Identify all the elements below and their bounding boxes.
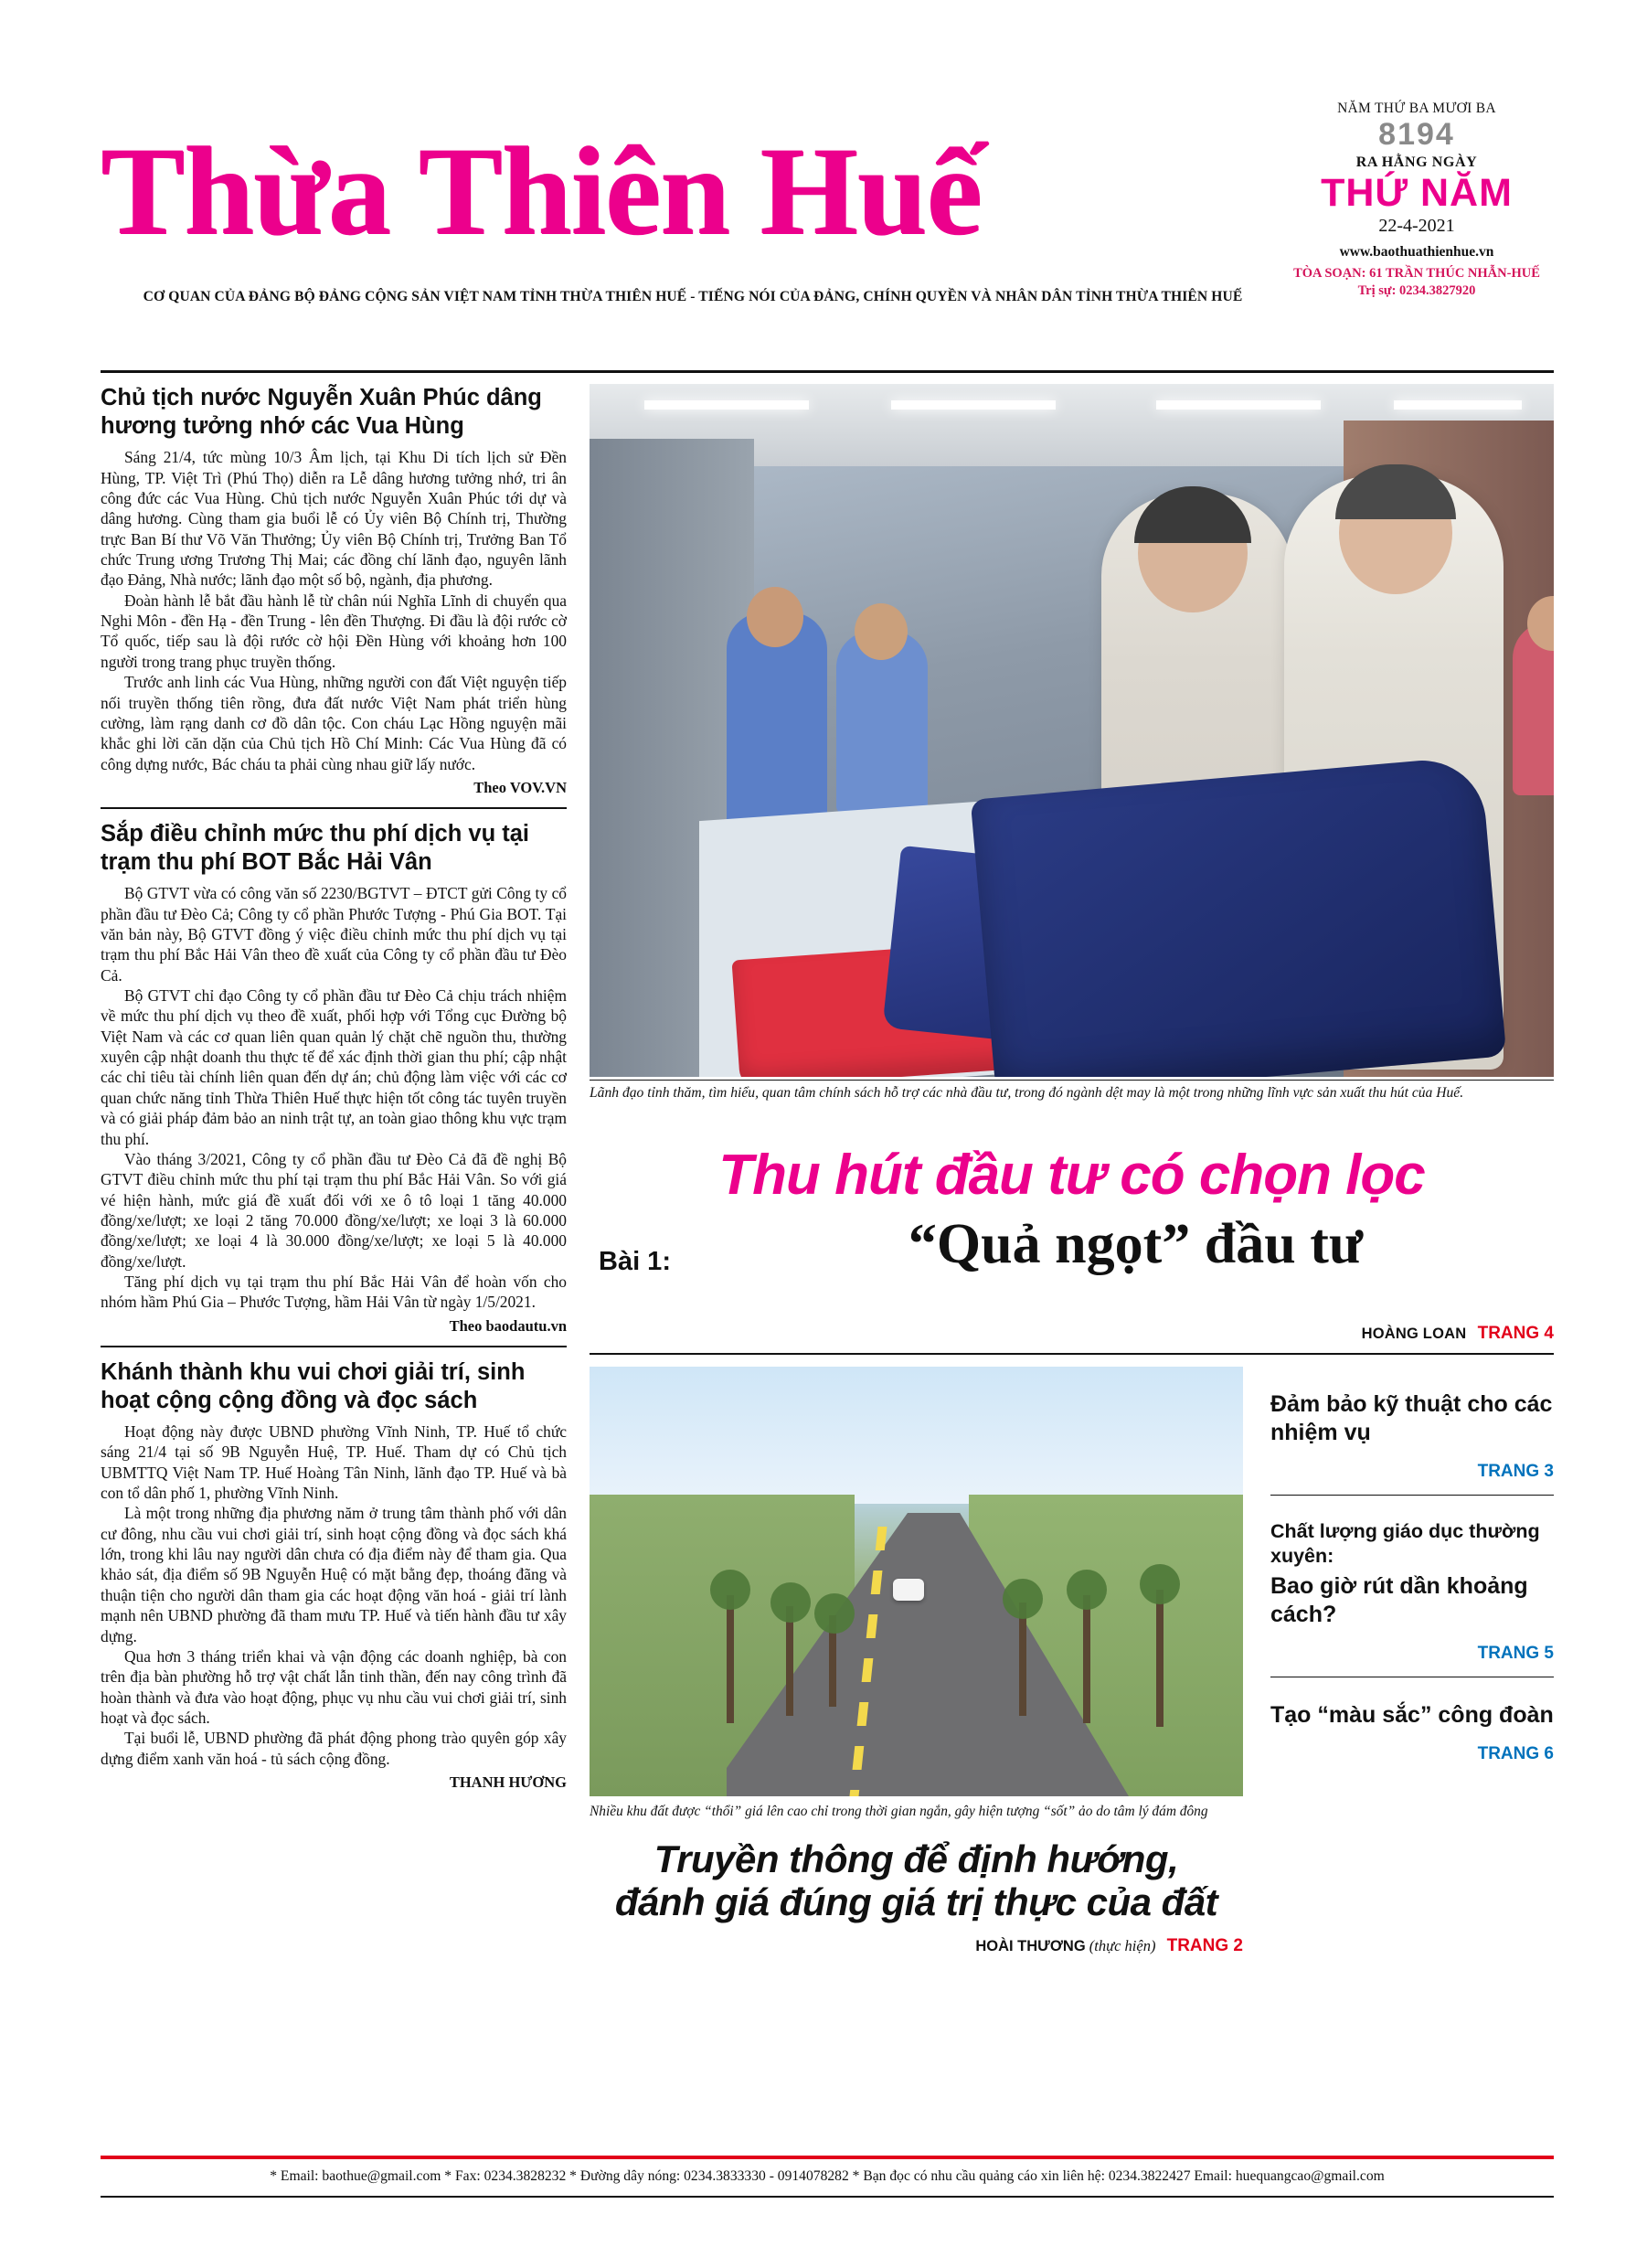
article3-body (101, 1421, 567, 1769)
article1-para-2: Đoàn hành lễ bắt đầu hành lễ từ chân núi Nghĩa Lĩnh di chuyển qua Nghi Môn - đền Hạ - đền Trung - lên đền Thượng. Đi đầu là đội rước cờ Tổ quốc, tiếp sau là đội rước cờ hội Đền Hùng với khoảng hơn 100 người trong trang phục truyền thống. (101, 591, 567, 671)
mid-story-title-line1: Truyền thông để định hướng, (653, 1837, 1179, 1880)
mid-divider (590, 1353, 1554, 1355)
article3-byline: THANH HƯƠNG (449, 1773, 567, 1792)
article2-para-3: Vào tháng 3/2021, Công ty cổ phần đầu tư Đèo Cả đã đề nghị Bộ GTVT điều chỉnh mức thu phí tại trạm thu phí Bắc Hải Vân. So với giá vé hiện hành, mức giá đề xuất đối với xe ô tô loại 1 tăng 40.000 đồng/xe/lượt; xe loại 2 tăng 70.000 đồng/xe/lượt; xe loại 3 là 60.000 đồng/xe/lượt; xe loại 4 là 30.000 đồng/xe/lượt; xe loại 5 là 40.000 đồng/xe/lượt. (101, 1149, 567, 1271)
office-phone: Trị sự: 0234.3827920 (1357, 282, 1476, 298)
teaser-item-2[interactable] (1270, 1496, 1554, 1664)
road-photo-tree-crown (1067, 1570, 1107, 1610)
caption-divider (590, 1080, 1554, 1081)
masthead-divider (101, 370, 1554, 373)
article1-byline: Theo VOV.VN (473, 778, 567, 796)
road-photo-tree-crown (814, 1593, 855, 1634)
main-story-big-title[interactable]: Thu hút đầu tư có chọn lọc (718, 1144, 1425, 1207)
article1-body (101, 447, 567, 774)
main-photo-garment-factory (590, 384, 1554, 1077)
road-photo-car (893, 1579, 924, 1601)
road-photo-tree-crown (1003, 1579, 1043, 1619)
photo-official-1-hair (1134, 486, 1251, 543)
teaser-item-1[interactable] (1270, 1367, 1554, 1482)
mid-story-credit (590, 1936, 1243, 1956)
article2-body (101, 883, 567, 1313)
mid-story-title-line2: đánh giá đúng giá trị thực của đất (614, 1879, 1218, 1923)
main-story-part-row (590, 1213, 1554, 1298)
article3-headline[interactable]: Khánh thành khu vui chơi giải trí, sinh hoạt cộng cộng đồng và đọc sách (101, 1358, 526, 1413)
road-photo (590, 1367, 1243, 1796)
article-bot-bac-hai-van[interactable] (101, 820, 567, 1336)
footer-rule-black (101, 2196, 1554, 2198)
teaser-1-page-ref[interactable]: TRANG 3 (1477, 1462, 1554, 1481)
mid-story-page-ref[interactable]: TRANG 2 (1166, 1935, 1243, 1955)
photo-worker-2-head (855, 603, 908, 660)
road-photo-tree-trunk (786, 1606, 793, 1716)
teaser-2-kicker: Chất lượng giáo dục thường xuyên: (1270, 1520, 1540, 1567)
left-column (101, 384, 567, 1792)
office-address: TÒA SOẠN: 61 TRẦN THÚC NHẪN-HUẾ (1293, 265, 1540, 281)
article2-para-4: Tăng phí dịch vụ tại trạm thu phí Bắc Hải Vân để hoàn vốn cho nhóm hầm Phú Gia – Phước Tượng, hầm Hải Vân từ ngày 1/5/2021. (101, 1272, 567, 1312)
road-photo-tree-crown (1140, 1564, 1180, 1604)
masthead-info-block (1280, 88, 1554, 299)
article-khanh-thanh-khu-vui-choi[interactable] (101, 1358, 567, 1792)
year-line: NĂM THỨ BA MƯƠI BA (1337, 101, 1496, 116)
left-divider-1 (101, 807, 567, 809)
photo-blue-garment (971, 755, 1507, 1077)
road-photo-tree-crown (710, 1570, 750, 1610)
teaser-3-title[interactable]: Tạo “màu sắc” công đoàn (1270, 1702, 1554, 1729)
main-story-part-label: Bài 1: (599, 1247, 671, 1276)
masthead (101, 88, 1554, 362)
main-story-credit (590, 1324, 1554, 1344)
weekday-label: THỨ NĂM (1321, 170, 1513, 215)
road-photo-tree-trunk (1083, 1595, 1090, 1723)
article-nguyen-xuan-phuc[interactable] (101, 384, 567, 797)
road-photo-tree-trunk (1156, 1590, 1164, 1727)
frequency-label: RA HẰNG NGÀY (1355, 154, 1478, 170)
issue-number: 8194 (1378, 117, 1455, 152)
issue-date: 22-4-2021 (1378, 215, 1455, 236)
article2-para-1: Bộ GTVT vừa có công văn số 2230/BGTVT – ĐTCT gửi Công ty cổ phần đầu tư Đèo Cả; Công ty cổ phần Phước Tượng - Phú Gia BOT. Tại văn bản này, Bộ GTVT đồng ý việc điều chỉnh mức thu phí dịch vụ tại trạm thu phí Bắc Hải Vân theo đề xuất của Công ty cổ phần đầu tư Đèo Cả. (101, 884, 567, 985)
teaser-2-page-ref[interactable]: TRANG 5 (1477, 1644, 1554, 1664)
article2-headline[interactable]: Sắp điều chỉnh mức thu phí dịch vụ tại trạm thu phí BOT Bắc Hải Vân (101, 820, 529, 876)
mid-story-title[interactable] (590, 1837, 1243, 1923)
road-photo-sky (590, 1367, 1243, 1504)
article2-byline: Theo baodautu.vn (449, 1316, 567, 1335)
footer-rule-red (101, 2156, 1554, 2159)
article3-para-3: Qua hơn 3 tháng triển khai và vận động các doanh nghiệp, bà con trên địa bàn phường hỗ trợ vật chất lẫn tinh thần, đến nay công trình đã hoàn thành và đưa vào hoạt động, phục vụ nhu cầu vui chơi giải trí, sinh hoạt và đọc sách. (101, 1646, 567, 1727)
main-story-page-ref[interactable]: TRANG 4 (1477, 1324, 1554, 1343)
photo-worker-1-head (747, 587, 803, 647)
teaser-1-title[interactable]: Đảm bảo kỹ thuật cho các nhiệm vụ (1270, 1391, 1553, 1445)
teaser-2-title[interactable]: Bao giờ rút dần khoảng cách? (1270, 1573, 1528, 1628)
teaser-item-3[interactable] (1270, 1677, 1554, 1764)
middle-column (590, 1367, 1243, 1956)
footer-contact-line: * Email: baothue@gmail.com * Fax: 0234.3828232 * Đường dây nóng: 0234.3833330 - 0914078282 * Bạn đọc có nhu cầu quảng cáo xin liên hệ: 0234.3822427 Email: huequangcao@gmail.com (270, 2168, 1385, 2184)
road-photo-tree-trunk (1019, 1603, 1026, 1716)
main-photo-caption: Lãnh đạo tỉnh thăm, tìm hiểu, quan tâm chính sách hỗ trợ các nhà đầu tư, trong đó ngành dệt may là một trong những lĩnh vực sản xuất thu hút của Huế. (590, 1085, 1464, 1101)
article1-headline[interactable]: Chủ tịch nước Nguyễn Xuân Phúc dâng hương tưởng nhớ các Vua Hùng (101, 385, 542, 440)
article1-para-3: Trước anh linh các Vua Hùng, những người con đất Việt nguyện tiếp nối truyền thống tiên rồng, đưa đất nước Việt Nam phát triển hùng cường, làm rạng danh cơ đồ dân tộc. Con cháu Lạc Hồng nguyện mãi khắc ghi lời căn dặn của Chủ tịch Hồ Chí Minh: Các Vua Hùng đã có công dựng nước, Bác cháu ta phải cùng nhau giữ lấy nước. (101, 673, 567, 773)
main-story-author: HOÀNG LOAN (1361, 1326, 1467, 1342)
newspaper-title: Thừa Thiên Huế (101, 121, 982, 261)
teaser-column (1270, 1367, 1554, 1764)
road-photo-tree-trunk (727, 1595, 734, 1723)
road-photo-caption: Nhiều khu đất được “thổi” giá lên cao chỉ trong thời gian ngắn, gây hiện tượng “sốt” ảo do tâm lý đám đông (590, 1804, 1208, 1819)
teaser-3-page-ref[interactable]: TRANG 6 (1477, 1744, 1554, 1764)
left-divider-2 (101, 1346, 567, 1347)
road-photo-tree-crown (770, 1582, 811, 1623)
article1-para-1: Sáng 21/4, tức mùng 10/3 Âm lịch, tại Khu Di tích lịch sử Đền Hùng, TP. Việt Trì (Phú Thọ) diễn ra Lễ dâng hương tưởng nhớ, tri ân công đức các Vua Hùng. Chủ tịch nước Nguyễn Xuân Phúc tới dự và dâng hương. Cùng tham gia buổi lễ có Ủy viên Bộ Chính trị, Thường trực Ban Bí thư Võ Văn Thưởng; Ủy viên Bộ Chính trị, Trưởng Ban Tổ chức Trung ương Trương Thị Mai; các đồng chí lãnh đạo, nguyên lãnh đạo Đảng, Nhà nước; lãnh đạo một số bộ, ngành, địa phương. (101, 448, 567, 590)
mid-story-author-note: (thực hiện) (1089, 1936, 1156, 1954)
article2-para-2: Bộ GTVT chỉ đạo Công ty cổ phần đầu tư Đèo Cả chịu trách nhiệm về mức thu phí dịch vụ theo đề xuất, phối hợp với Tổng cục Đường bộ Việt Nam và các cơ quan liên quan quản lý chặt chẽ nguồn thu, thường xuyên cập nhật doanh thu thực tế để xác định thời gian thu phí; cập nhật các chỉ tiêu tài chính liên quan đến dự án; chủ động làm việc với các cơ quan chức năng tỉnh Thừa Thiên Huế thực hiện tốt công tác tuyên truyền và có giải pháp đảm bảo an ninh trật tự, an toàn giao thông khu vực trạm thu phí. (101, 985, 567, 1148)
article3-para-1: Hoạt động này được UBND phường Vĩnh Ninh, TP. Huế tổ chức sáng 21/4 tại số 9B Nguyễn Huệ, TP. Huế. Tham dự có Chủ tịch UBMTTQ Việt Nam TP. Huế Hoàng Tân Ninh, lãnh đạo TP. Huế và bà con tổ dân phố 1, phường Vĩnh Ninh. (101, 1421, 567, 1503)
article3-para-4: Tại buổi lễ, UBND phường đã phát động phong trào quyên góp xây dựng điểm xanh văn hoá - tủ sách cộng đồng. (101, 1729, 567, 1768)
masthead-subtitle: CƠ QUAN CỦA ĐẢNG BỘ ĐẢNG CỘNG SẢN VIỆT NAM TỈNH THỪA THIÊN HUẾ - TIẾNG NÓI CỦA ĐẢNG, CHÍNH QUYỀN VÀ NHÂN DÂN TỈNH THỪA THIÊN HUẾ (143, 289, 1243, 304)
article3-para-2: Là một trong những địa phương năm ở trung tâm thành phố với dân cư đông, nhu cầu vui chơi giải trí, sinh hoạt cộng đồng và đọc sách khá lớn, trong khi lâu nay người dân chưa có địa điểm này để tham gia. Qua khảo sát, địa điểm số 9B Nguyễn Huệ có mặt bằng đẹp, thoáng đãng và thuận tiện cho người dân tham gia các hoạt động văn hoá - giải trí lành mạnh nên UBND phường đã tham mưu TP. Huế và tiến hành đầu tư xây dựng. (101, 1504, 567, 1645)
main-story-part-title[interactable]: “Quả ngọt” đầu tư (908, 1213, 1364, 1275)
website-url[interactable]: www.baothuathienhue.vn (1339, 243, 1494, 260)
mid-story-author: HOÀI THƯƠNG (975, 1937, 1086, 1954)
